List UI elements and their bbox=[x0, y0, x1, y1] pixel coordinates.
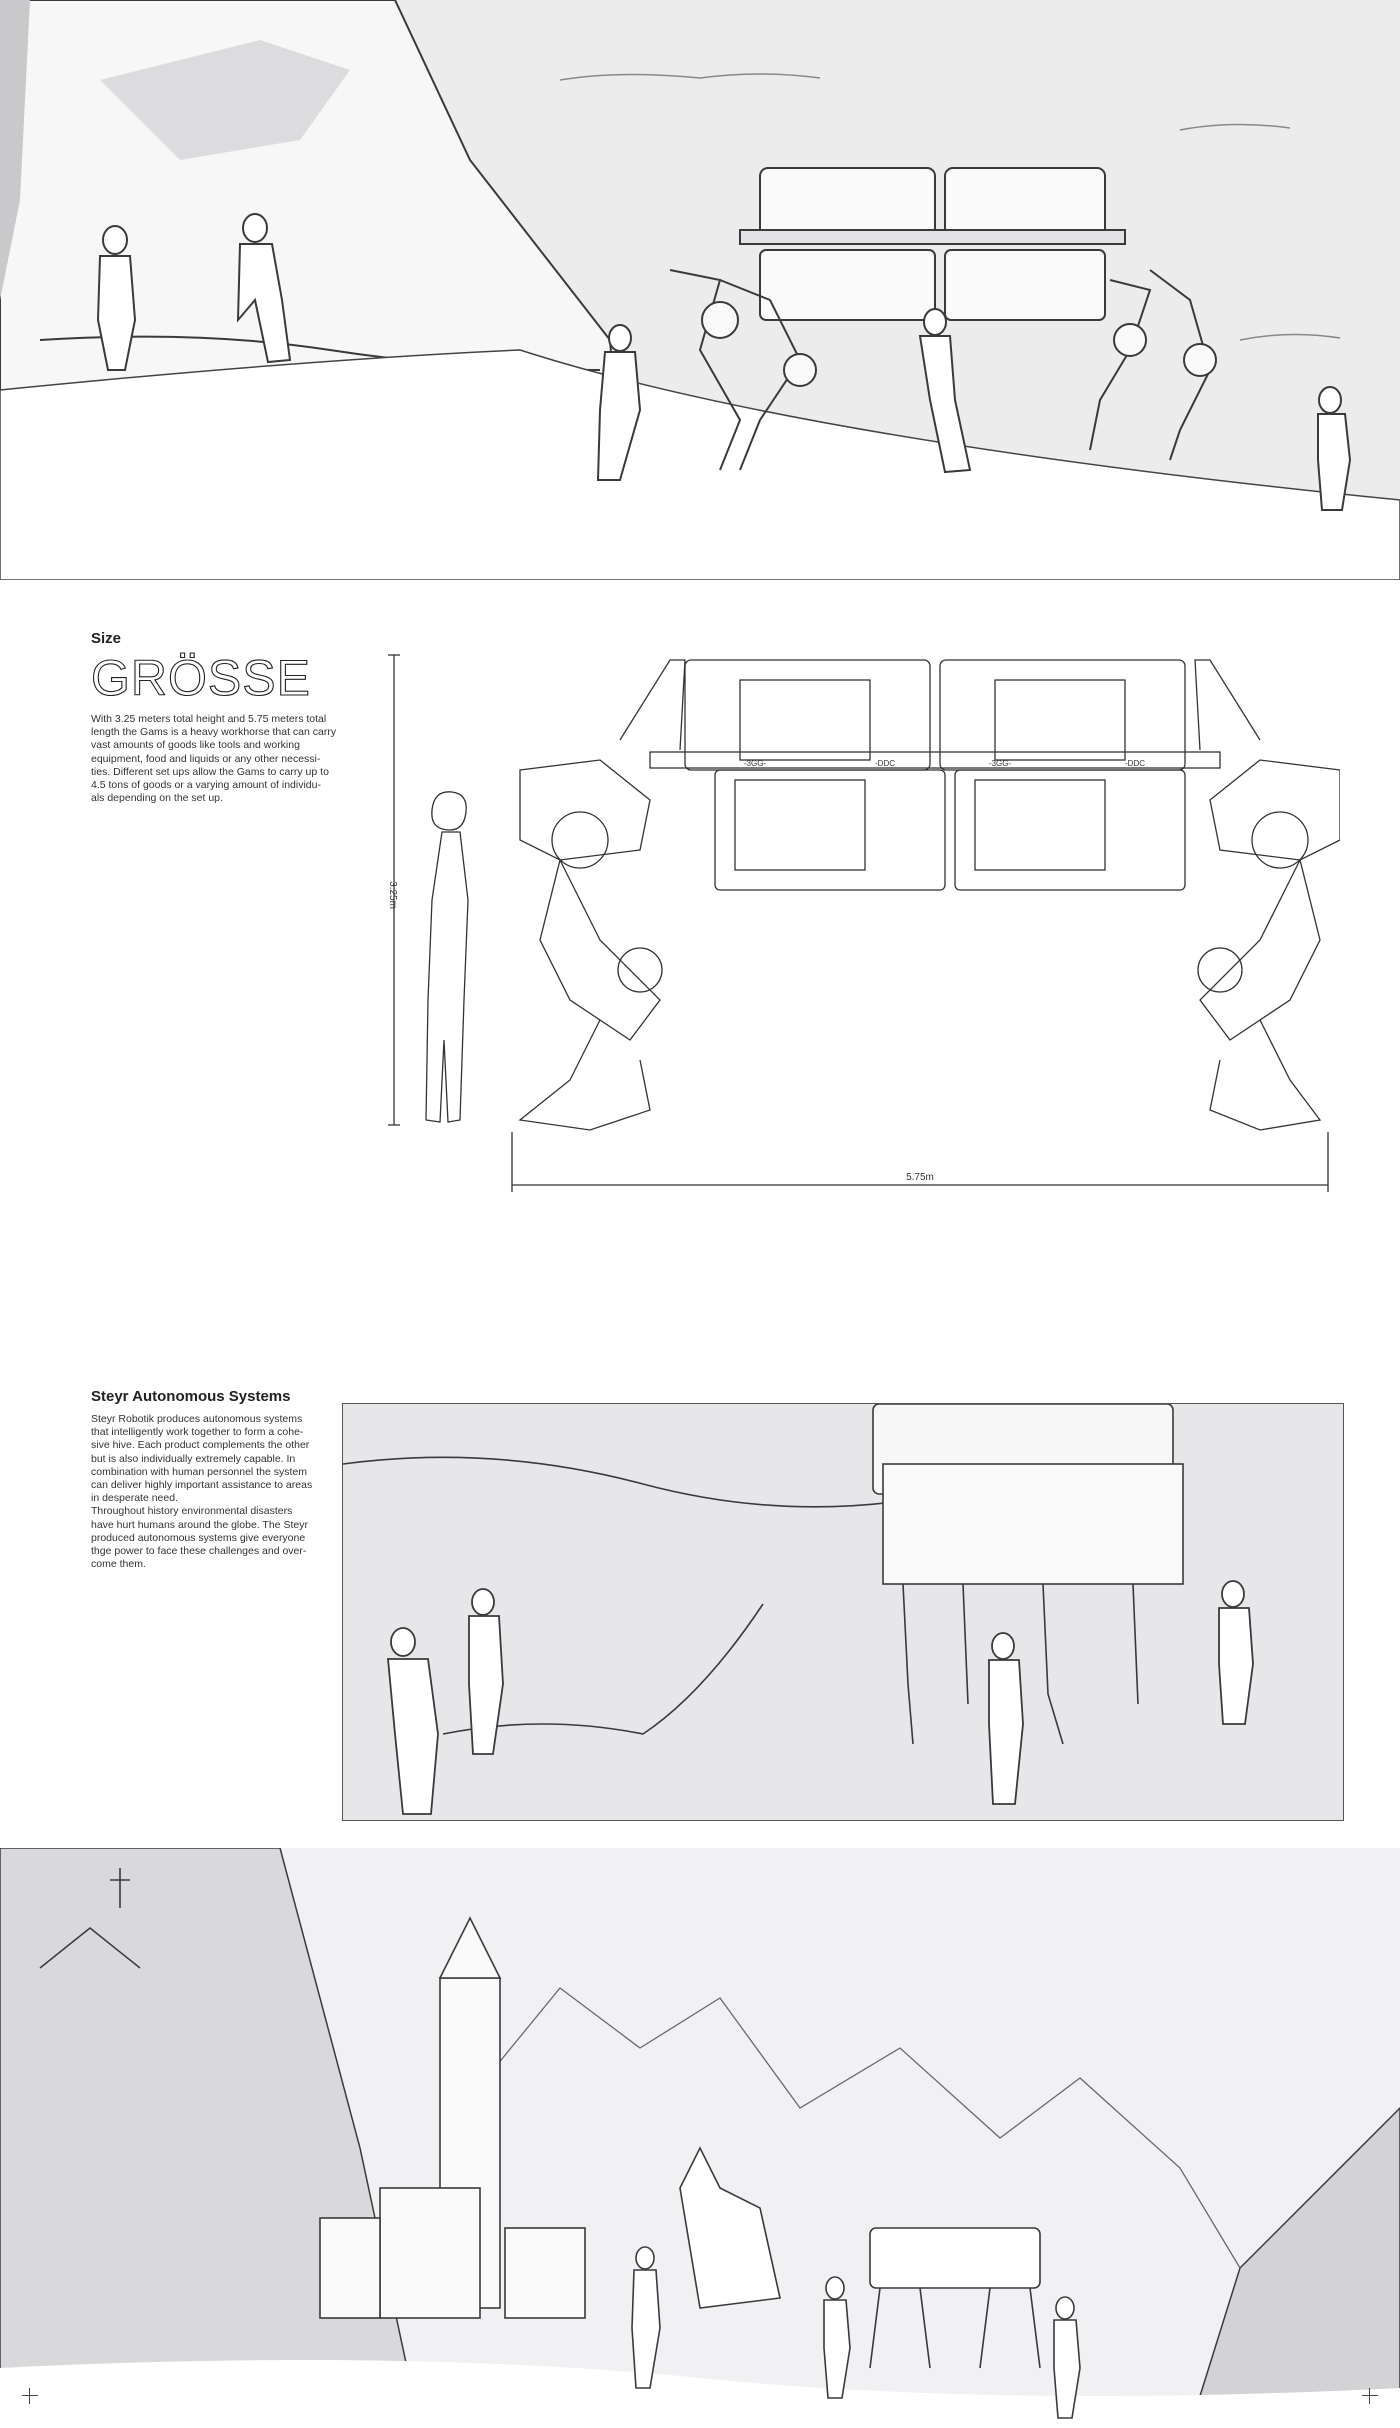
steyr-section bbox=[91, 1388, 331, 1571]
scene-illustration bbox=[342, 1403, 1344, 1821]
crate-marking-1: -3GG- bbox=[743, 759, 767, 768]
length-dimension-label: 5.75m bbox=[906, 1172, 934, 1183]
size-heading: GRÖSSE bbox=[91, 650, 311, 706]
size-section bbox=[91, 630, 351, 805]
crate-marking-4: -DDC bbox=[1125, 759, 1145, 768]
village-illustration bbox=[0, 1848, 1400, 2428]
size-body: With 3.25 meters total height and 5.75 meters total length the Gams is a heavy workhorse that can carry vast amounts of goods like tools and working equipment, food and liquids or any other necessi- ties. Different set ups allow the Gams to carry up to 4.5 tons of goods or a varying amount of individu- als depending on the set up. bbox=[91, 713, 337, 805]
scene-sketch bbox=[343, 1404, 1343, 1820]
hero-sketch bbox=[0, 0, 1400, 580]
robot-blueprint bbox=[360, 640, 1340, 1200]
hero-illustration bbox=[0, 0, 1400, 580]
height-dimension-label: 3.25m bbox=[387, 881, 398, 909]
crosshair-mark-bottom-right bbox=[1362, 2388, 1378, 2404]
technical-drawing bbox=[360, 640, 1340, 1200]
size-kicker: Size bbox=[91, 630, 122, 647]
crosshair-mark-bottom-left bbox=[22, 2388, 38, 2404]
crate-marking-3: -3GG- bbox=[988, 759, 1012, 768]
steyr-title: Steyr Autonomous Systems bbox=[91, 1388, 291, 1405]
crate-marking-2: -DDC bbox=[875, 759, 895, 768]
village-sketch bbox=[0, 1848, 1400, 2428]
steyr-body: Steyr Robotik produces autonomous systems that intelligently work together to form a cohe- sive hive. Each product complements the other but is also individually extremely capable. In combination with human personnel the system can deliver highly important assistance to areas in desperate need. Throughout history environmental disasters have hurt humans around the globe. The Steyr produced autonomous systems give everyone thge power to face these challenges and over- come them. bbox=[91, 1413, 313, 1571]
